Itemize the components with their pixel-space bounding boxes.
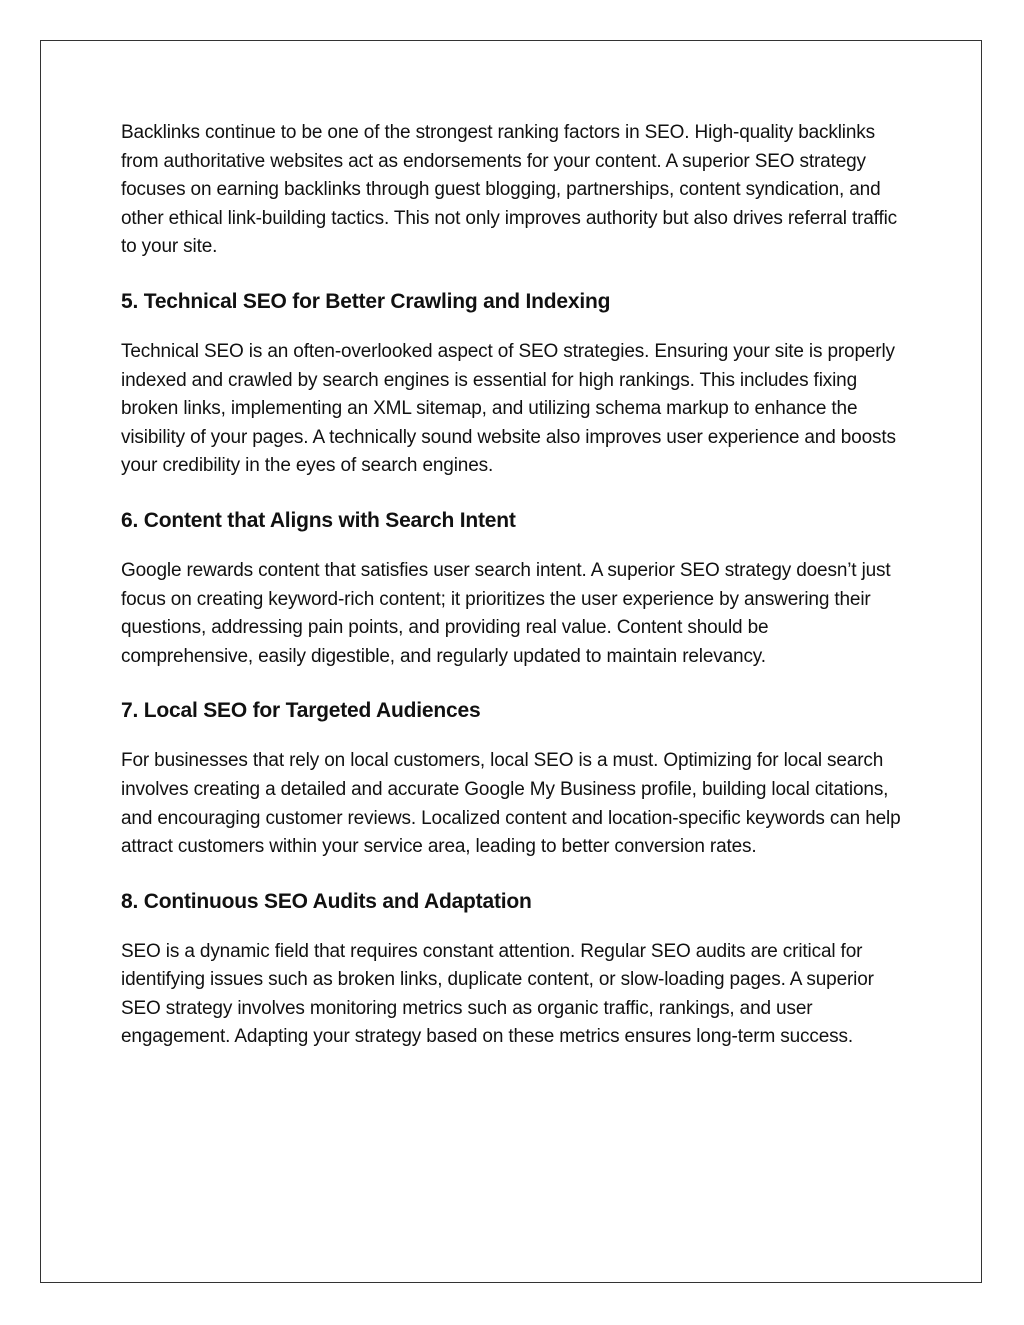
section-body-technical-seo: Technical SEO is an often-overlooked aspect of SEO strategies. Ensuring your site is properly indexed and crawled by search engines is essential for high rankings. This includes fixing broken links, implementing an XML sitemap, and utilizing schema markup to enhance the visibility of your pages. A technically sound website also improves user experience and boosts your credibility in the eyes of search engines. bbox=[121, 340, 896, 477]
section-heading-search-intent: 6. Content that Aligns with Search Intent bbox=[121, 508, 516, 532]
document-body bbox=[121, 119, 903, 1052]
section-heading-seo-audits: 8. Continuous SEO Audits and Adaptation bbox=[121, 889, 532, 913]
spacer bbox=[121, 671, 903, 696]
section-body-search-intent: Google rewards content that satisfies user search intent. A superior SEO strategy doesn’t just focus on creating keyword-rich content; it prioritizes the user experience by answering their questions, addressing pain points, and providing real value. Content should be comprehensive, easily digestible, and regularly updated to maintain relevancy. bbox=[121, 559, 891, 667]
section-heading-technical-seo: 5. Technical SEO for Better Crawling and Indexing bbox=[121, 289, 611, 313]
spacer bbox=[121, 862, 903, 887]
intro-paragraph: Backlinks continue to be one of the strongest ranking factors in SEO. High-quality backlinks from authoritative websites act as endorsements for your content. A superior SEO strategy focuses on earning backlinks through guest blogging, partnerships, content syndication, and other ethical link-building tactics. This not only improves authority but also drives referral traffic to your site. bbox=[121, 122, 898, 258]
section-body-seo-audits: SEO is a dynamic field that requires constant attention. Regular SEO audits are critical for identifying issues such as broken links, duplicate content, or slow-loading pages. A superior SEO strategy involves monitoring metrics such as organic traffic, rankings, and user engagement. Adapting your strategy based on these metrics ensures long-term success. bbox=[121, 940, 874, 1048]
section-body-local-seo: For businesses that rely on local customers, local SEO is a must. Optimizing for local search involves creating a detailed and accurate Google My Business profile, building local citations, and encouraging customer reviews. Localized content and location-specific keywords can help attract customers within your service area, leading to better conversion rates. bbox=[121, 750, 901, 858]
section-heading-local-seo: 7. Local SEO for Targeted Audiences bbox=[121, 699, 481, 723]
spacer bbox=[121, 481, 903, 506]
spacer bbox=[121, 726, 903, 747]
spacer bbox=[121, 317, 903, 338]
spacer bbox=[121, 917, 903, 938]
spacer bbox=[121, 536, 903, 557]
spacer bbox=[121, 262, 903, 287]
